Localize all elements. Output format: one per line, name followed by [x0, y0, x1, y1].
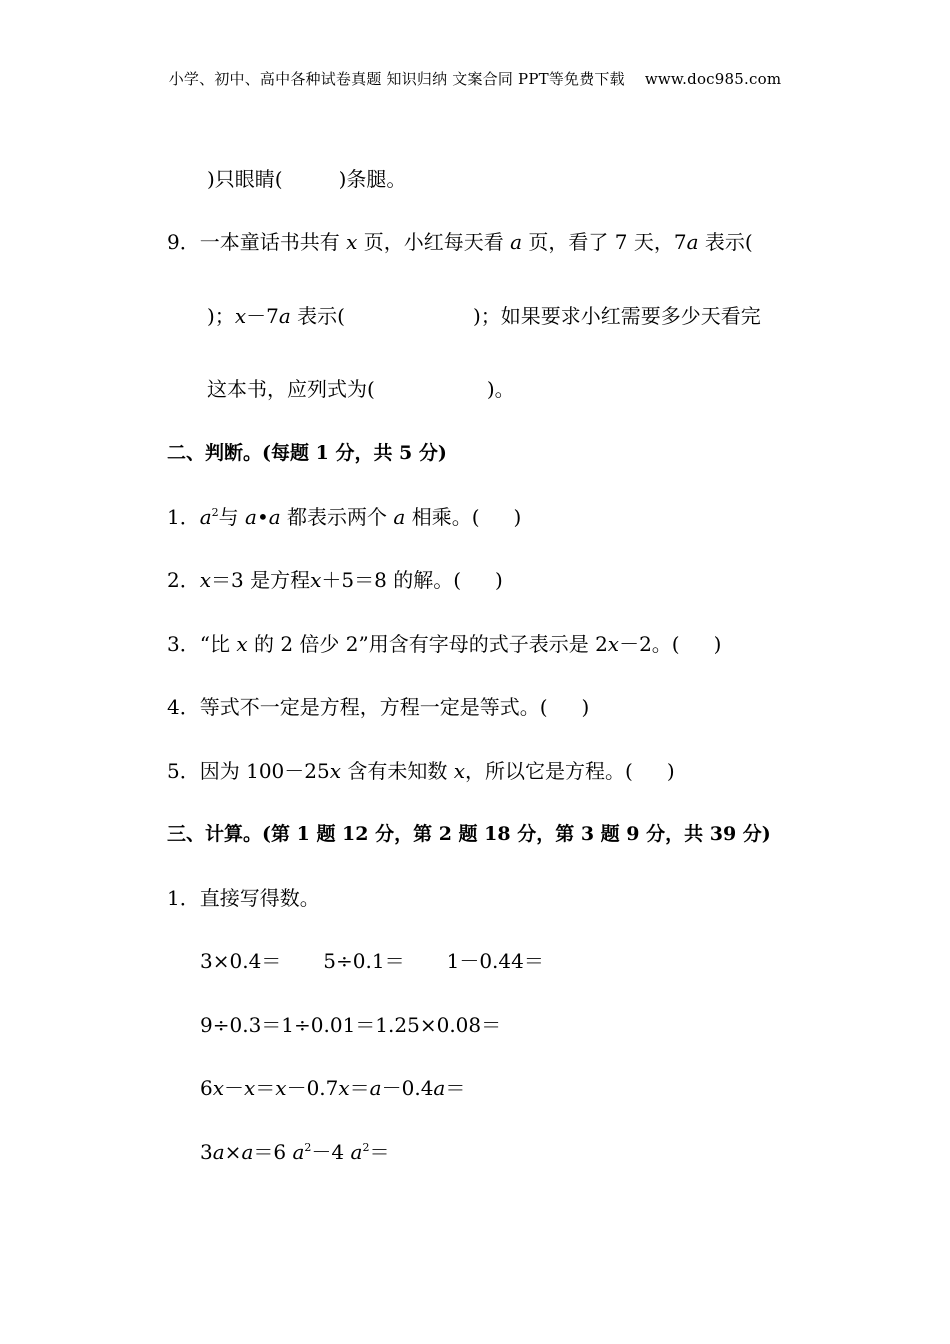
- question-number: 9．: [167, 230, 200, 254]
- judge-item-4: 4．等式不一定是方程，方程一定是等式。( ): [167, 695, 590, 719]
- header-url: www.doc985.com: [644, 70, 782, 88]
- q9-line-3: 这本书，应列式为( )。: [207, 377, 515, 401]
- header-text: 小学、初中、高中各种试卷真题 知识归纳 文案合同 PPT等免费下载: [168, 70, 625, 88]
- section-2-title: 二、判断。(每题 1 分，共 5 分): [167, 442, 447, 464]
- q8-tail-line: )只眼睛( )条腿。: [207, 167, 407, 191]
- judge-item-3: 3．“比 x 的 2 倍少 2”用含有字母的式子表示是 2x－2。( ): [167, 632, 722, 656]
- q9-line-2: )；x－7a 表示( )；如果要求小红需要多少天看完: [207, 304, 761, 328]
- judge-item-1: 1．$a^2$与 a•a 都表示两个 a 相乘。( ): [167, 505, 522, 529]
- calc-row-3: 6x－x＝x－0.7x＝a－0.4a＝: [200, 1076, 466, 1100]
- calc-question-1: 1．直接写得数。: [167, 886, 320, 910]
- section-3-title: 三、计算。(第 1 题 12 分，第 2 题 18 分，第 3 题 9 分，共 39 分): [167, 823, 771, 845]
- calc-row-4: 3a×a＝6 $a^2-4$ $a^2=$: [200, 1140, 390, 1164]
- page-header: [0, 68, 950, 89]
- calc-row-2: 9÷0.3＝1÷0.01＝1.25×0.08＝: [200, 1013, 502, 1037]
- calc-row-1: 3×0.4＝ 5÷0.1＝ 1－0.44＝: [200, 949, 544, 973]
- q9-line-1: 9．一本童话书共有 x 页，小红每天看 a 页，看了 7 天，7a 表示(: [167, 230, 753, 254]
- judge-item-2: 2．x＝3 是方程x＋5＝8 的解。( ): [167, 568, 503, 592]
- judge-item-5: 5．因为 100－25x 含有未知数 x，所以它是方程。( ): [167, 759, 675, 783]
